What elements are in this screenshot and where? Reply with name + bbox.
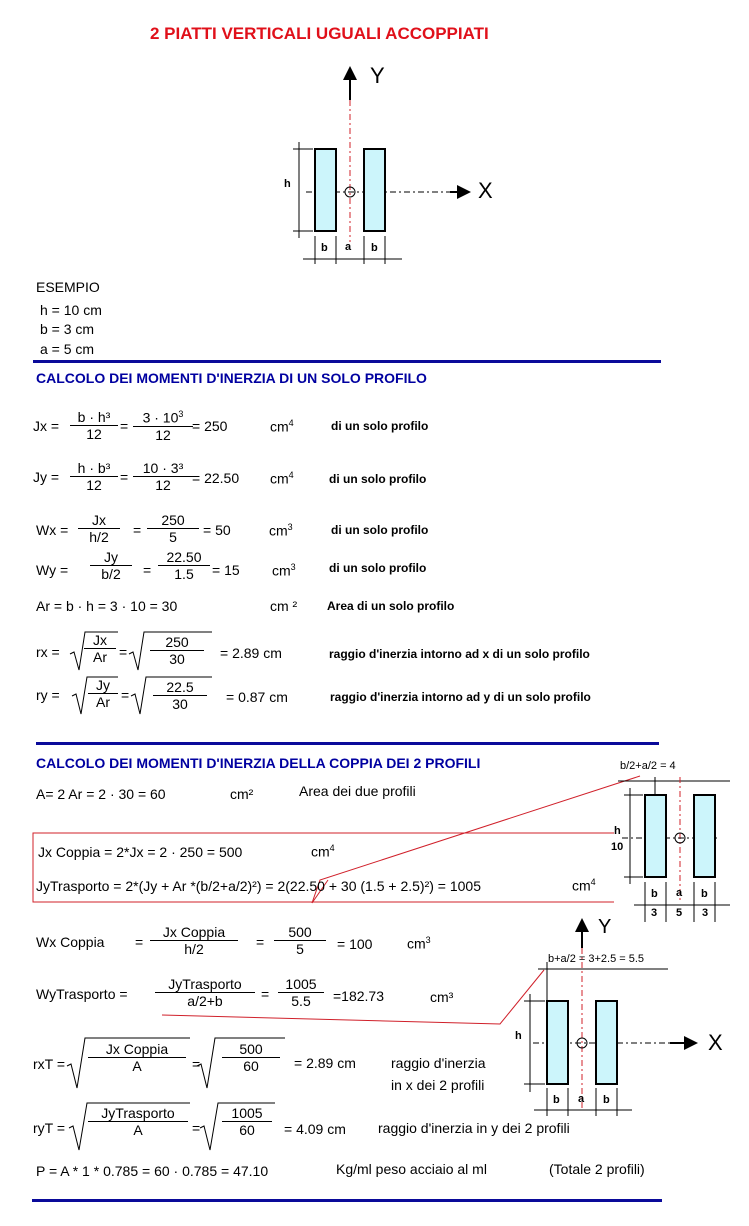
d3-b-right: b xyxy=(603,1094,610,1106)
d2-val-5: 5 xyxy=(676,907,683,919)
ar-formula: Ar = b · h = 3 · 10 = 30 xyxy=(36,598,178,614)
d2-left-plate xyxy=(645,795,666,877)
d2-h-value: 10 xyxy=(611,841,624,853)
rxt-result: = 2.89 cm xyxy=(294,1055,356,1071)
jy-trasporto-formula: JyTrasporto = 2*(Jy + Ar *(b/2+a/2)²) = 2(22.50 + 30 (1.5 + 2.5)²) = 1005 xyxy=(36,878,481,894)
jx-result: = 250 xyxy=(192,418,228,434)
area-unit: cm² xyxy=(230,786,254,802)
wx-fraction2: $\frac{250}{5}$ xyxy=(147,512,199,545)
esempio-h: h = 10 cm xyxy=(40,302,102,318)
ryt-note: raggio d'inerzia in y dei 2 profili xyxy=(378,1120,570,1136)
diagram2 xyxy=(618,777,730,922)
d3-a: a xyxy=(578,1093,585,1105)
x-axis-arrowhead xyxy=(457,185,471,199)
left-plate xyxy=(315,149,336,231)
rx-fraction2: $\frac{250}{30}$ xyxy=(150,634,204,667)
wy-trasporto-unit: cm³ xyxy=(430,989,454,1005)
ry-result: = 0.87 cm xyxy=(226,689,288,705)
x-axis-label: X xyxy=(478,178,493,203)
rxt-note1: raggio d'inerzia xyxy=(391,1055,486,1071)
wy-trasporto-lhs: WyTrasporto = xyxy=(36,986,128,1002)
d3-x-axis-label: X xyxy=(708,1030,723,1055)
wy-trasporto-fraction2: $\frac{1005}{5.5}$ xyxy=(278,976,324,1009)
rx-lhs: rx = xyxy=(36,644,60,660)
jx-coppia-unit: $cm^4$ xyxy=(311,843,335,860)
ry-note: raggio d'inerzia intorno ad y di un solo profilo xyxy=(330,690,591,704)
d3-y-axis-label: Y xyxy=(598,916,612,938)
wx-coppia-result: = 100 xyxy=(337,936,373,952)
d2-right-plate xyxy=(694,795,715,877)
rxt-fraction1: Jx Coppia A xyxy=(88,1041,186,1074)
section2-heading: CALCOLO DEI MOMENTI D'INERZIA DELLA COPPIA DEI 2 PROFILI xyxy=(36,755,481,771)
ryt-fraction2: $\frac{1005}{60}$ xyxy=(222,1105,272,1138)
d3-h-label: h xyxy=(515,1030,522,1042)
jx-fraction2: $\frac{3 \cdot 10^3}{12}$ xyxy=(133,409,193,443)
wy-note: di un solo profilo xyxy=(329,561,427,575)
wy-unit: $cm^3$ xyxy=(272,562,296,579)
esempio-heading: ESEMPIO xyxy=(36,279,100,295)
wy-trasporto-fraction1: JyTrasporto a/2+b xyxy=(155,976,255,1009)
page-title: 2 PIATTI VERTICALI UGUALI ACCOPPIATI xyxy=(150,24,489,43)
esempio-a: a = 5 cm xyxy=(40,341,95,357)
jx-unit: $cm^4$ xyxy=(270,418,294,435)
d3-b-left: b xyxy=(553,1094,560,1106)
jy-trasporto-unit: $cm^4$ xyxy=(572,877,596,894)
ryt-fraction1: JyTrasporto A xyxy=(88,1105,188,1138)
jx-note: di un solo profilo xyxy=(331,419,429,433)
ryt-result: = 4.09 cm xyxy=(284,1121,346,1137)
d3-right-plate xyxy=(596,1001,617,1084)
wy-lhs: Wy = xyxy=(36,562,69,578)
area-formula: A= 2 Ar = 2 · 30 = 60 xyxy=(36,786,166,802)
jy-result: = 22.50 xyxy=(192,470,240,486)
d3-offset-label: b+a/2 = 3+2.5 = 5.5 xyxy=(548,953,645,965)
d2-offset-label: b/2+a/2 = 4 xyxy=(620,760,676,772)
section-divider-2 xyxy=(36,742,659,745)
a-label: a xyxy=(345,241,352,253)
wx-note: di un solo profilo xyxy=(331,523,429,537)
b-label-right: b xyxy=(371,242,378,254)
ry-lhs: ry = xyxy=(36,687,60,703)
d2-b-left: b xyxy=(651,888,658,900)
area-note: Area dei due profili xyxy=(299,783,416,799)
d2-a: a xyxy=(676,887,683,899)
jy-lhs: Jy = xyxy=(33,469,60,485)
wx-fraction1: $\frac{Jx}{h/2}$ xyxy=(78,512,120,545)
peso-formula: P = A * 1 * 0.785 = 60 · 0.785 = 47.10 xyxy=(36,1163,269,1179)
wx-unit: $cm^3$ xyxy=(269,522,293,539)
wy-result: = 15 xyxy=(212,562,240,578)
ryt-lhs: ryT = xyxy=(33,1120,66,1136)
right-plate xyxy=(364,149,385,231)
diagram3 xyxy=(524,918,698,1116)
d2-b-right: b xyxy=(701,888,708,900)
ar-note: Area di un solo profilo xyxy=(327,599,455,613)
rx-note: raggio d'inerzia intorno ad x di un solo profilo xyxy=(329,647,590,661)
rx-fraction1: $\frac{Jx}{Ar}$ xyxy=(84,632,116,665)
ry-fraction2: $\frac{22.5}{30}$ xyxy=(153,679,207,712)
jx-coppia-formula: Jx Coppia = 2*Jx = 2 · 250 = 500 xyxy=(38,844,243,860)
rx-result: = 2.89 cm xyxy=(220,645,282,661)
y-axis-label: Y xyxy=(370,63,385,88)
y-axis-arrowhead xyxy=(343,66,357,80)
wx-coppia-fraction1: Jx Coppia h/2 xyxy=(150,924,238,957)
wy-fraction1: $\frac{Jy}{b/2}$ xyxy=(90,549,132,582)
rxt-fraction2: $\frac{500}{60}$ xyxy=(222,1041,280,1074)
esempio-b: b = 3 cm xyxy=(40,321,95,337)
d2-val-3a: 3 xyxy=(651,907,658,919)
wx-coppia-lhs: Wx Coppia xyxy=(36,934,105,950)
section-divider-1 xyxy=(33,360,661,363)
jy-fraction1: $\frac{\text{h · b³}}{12}$ xyxy=(70,460,118,493)
top-section-diagram xyxy=(293,66,471,264)
h-label: h xyxy=(284,178,291,190)
jy-unit: $cm^4$ xyxy=(270,470,294,487)
jx-lhs: Jx = xyxy=(33,418,60,434)
rxt-lhs: rxT = xyxy=(33,1056,66,1072)
section-divider-3 xyxy=(32,1199,662,1202)
wx-lhs: Wx = xyxy=(36,522,69,538)
wx-coppia-unit: $cm^3$ xyxy=(407,935,431,952)
d3-left-plate xyxy=(547,1001,568,1084)
wy-trasporto-result: =182.73 xyxy=(333,988,384,1004)
jy-note: di un solo profilo xyxy=(329,472,427,486)
ry-fraction1: $\frac{Jy}{Ar}$ xyxy=(88,677,118,710)
wx-result: = 50 xyxy=(203,522,231,538)
peso-note: (Totale 2 profili) xyxy=(549,1161,645,1177)
d2-val-3b: 3 xyxy=(702,907,709,919)
jx-fraction1: $\frac{\text{b · h³}}{12}$ xyxy=(70,409,118,442)
ar-unit: cm ² xyxy=(270,598,298,614)
peso-unit: Kg/ml peso acciaio al ml xyxy=(336,1161,487,1177)
rxt-note2: in x dei 2 profili xyxy=(391,1077,485,1093)
jy-fraction2: $\frac{\text{10 · 3³}}{12}$ xyxy=(133,460,193,493)
d2-h-label: h xyxy=(614,825,621,837)
section1-heading: CALCOLO DEI MOMENTI D'INERZIA DI UN SOLO PROFILO xyxy=(36,370,427,386)
b-label-left: b xyxy=(321,242,328,254)
wx-coppia-fraction2: $\frac{500}{5}$ xyxy=(274,924,326,957)
wy-fraction2: $\frac{22.50}{1.5}$ xyxy=(158,549,210,582)
